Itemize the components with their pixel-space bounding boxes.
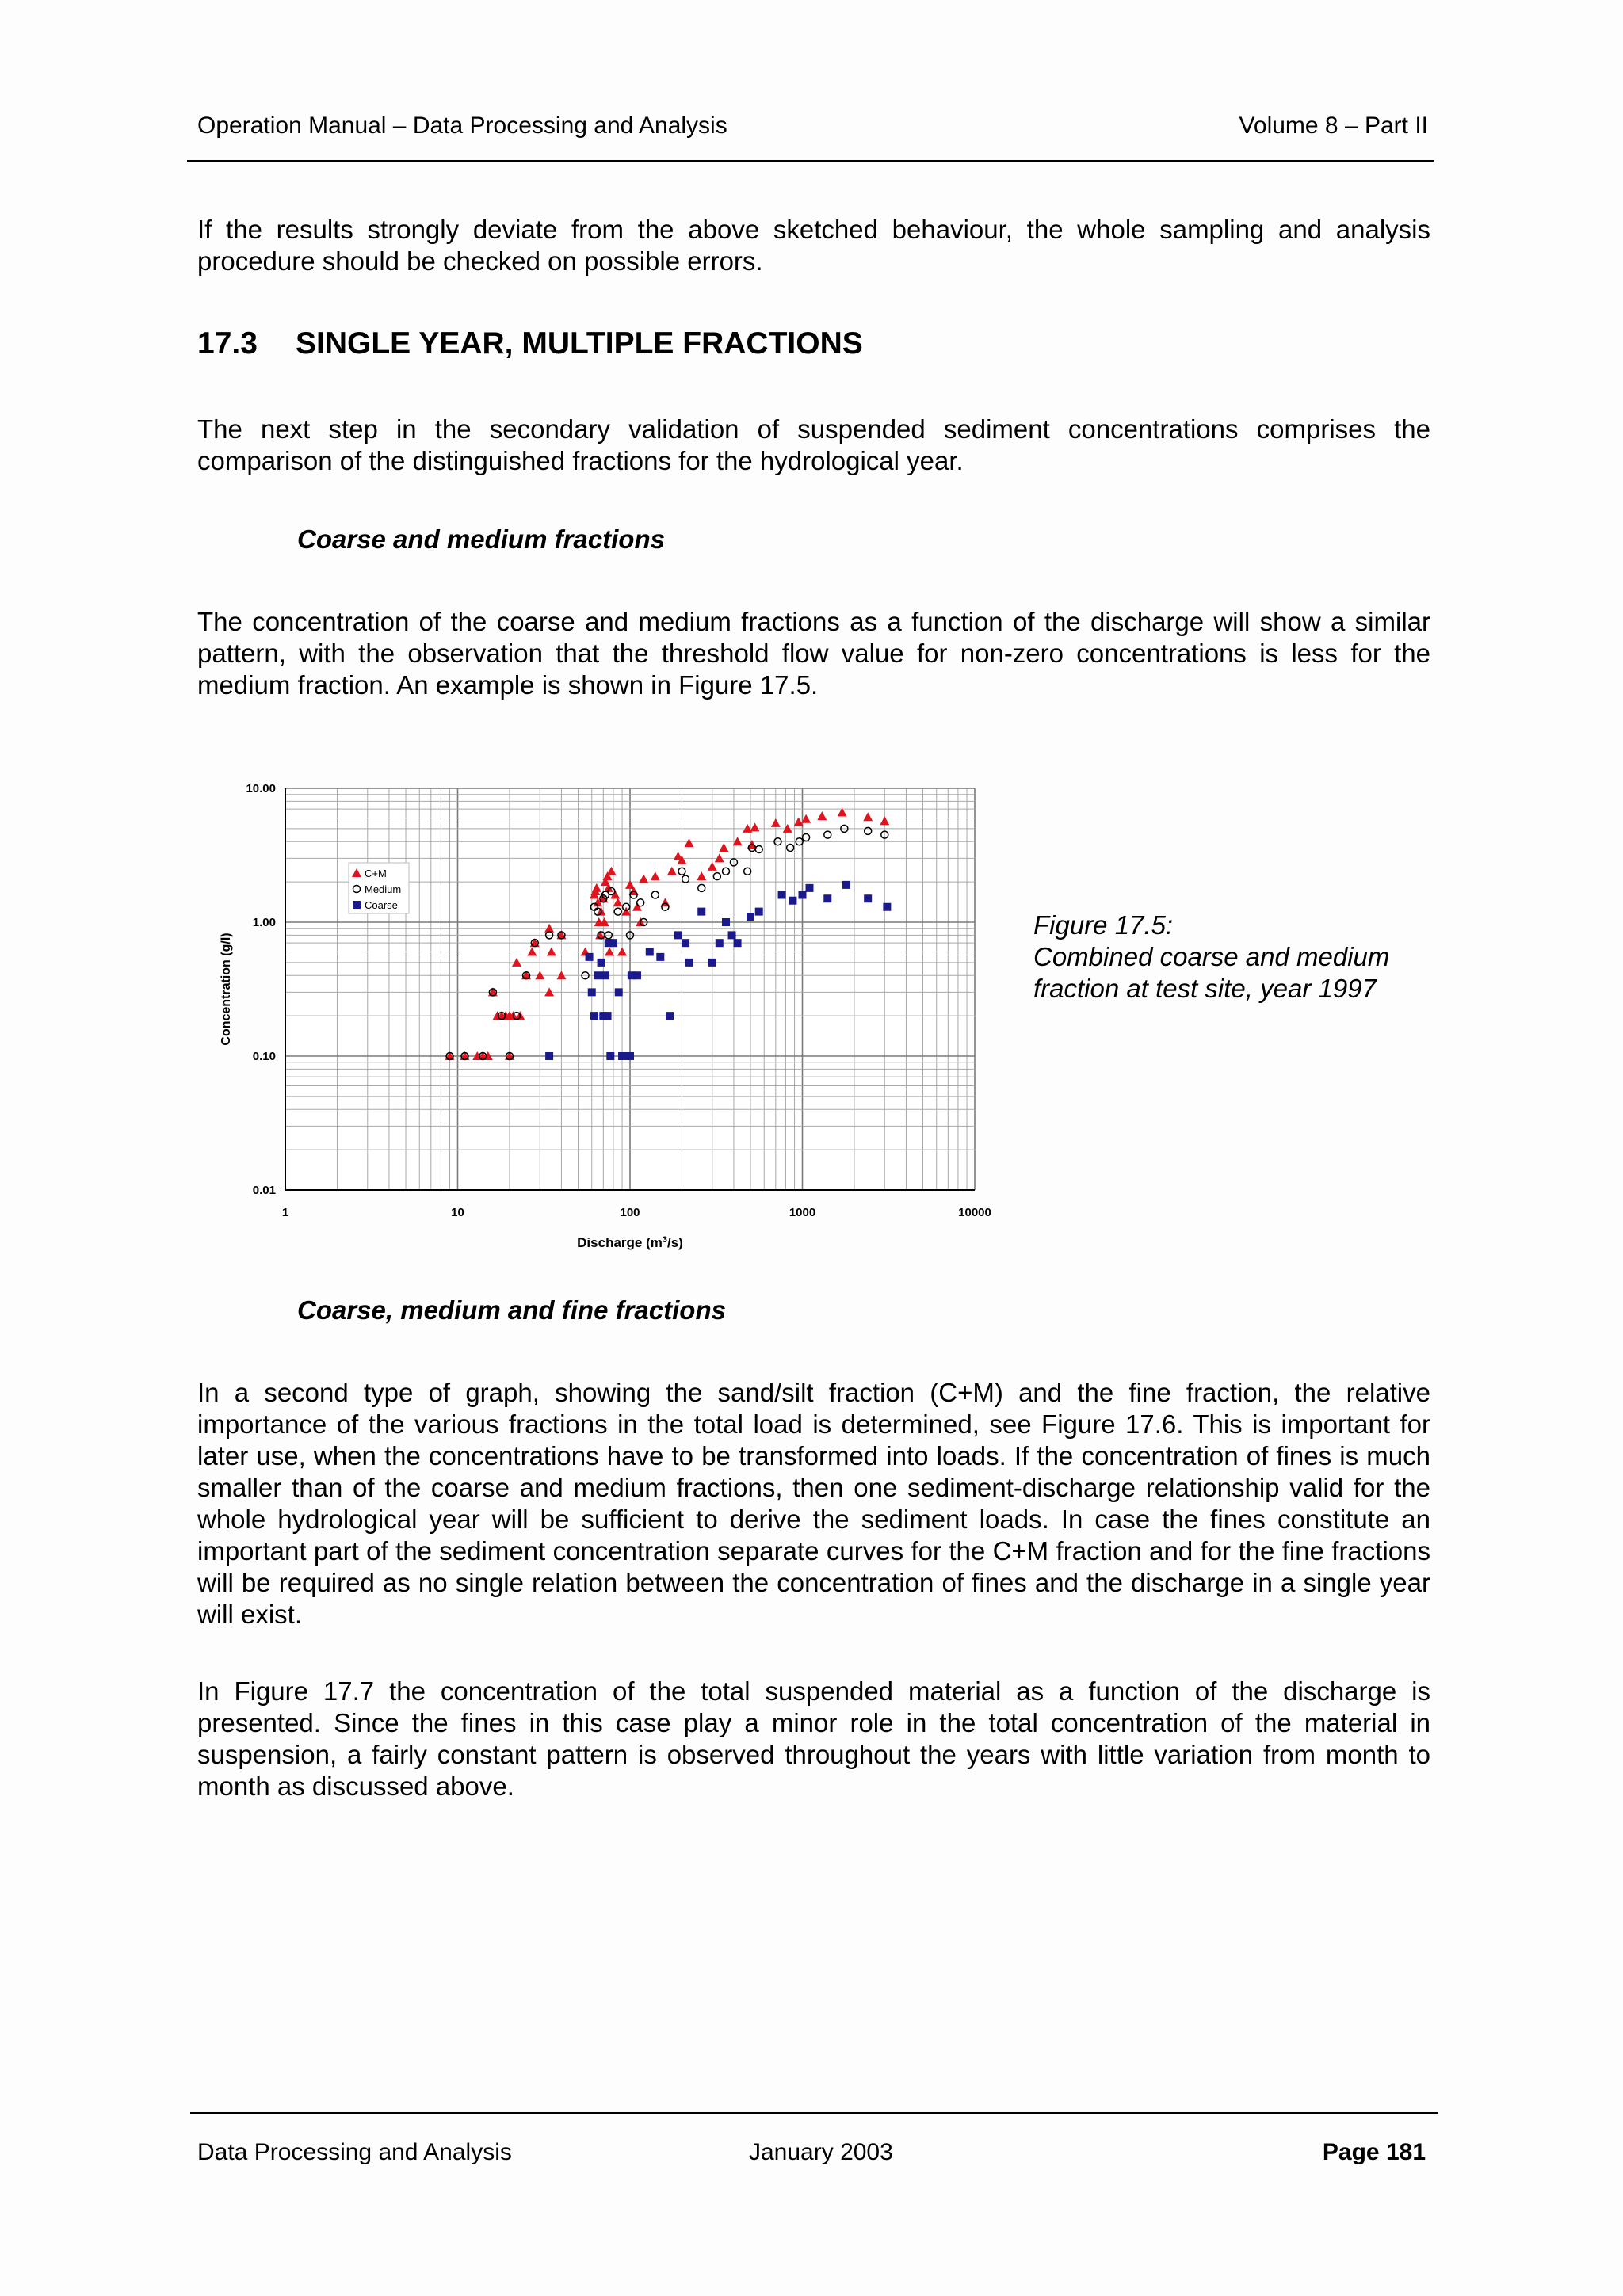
point-coarse (728, 931, 736, 939)
x-tick-label: 10000 (958, 1206, 991, 1219)
point-coarse (626, 1052, 634, 1060)
section-title: SINGLE YEAR, MULTIPLE FRACTIONS (296, 326, 863, 360)
header-left-title: Operation Manual – Data Processing and Analysis (197, 113, 727, 139)
point-coarse (618, 1052, 626, 1060)
y-tick-label: 0.01 (252, 1184, 276, 1197)
point-coarse (598, 959, 605, 967)
footer-page-number: Page 181 (1322, 2139, 1426, 2165)
subheading-coarse-medium: Coarse and medium fractions (297, 524, 665, 554)
point-coarse (747, 913, 754, 921)
point-coarse (842, 881, 850, 889)
paragraph-total-suspended: In Figure 17.7 the concentration of the total suspended material as a function of the discharge is presented. Since the fines in this case play a minor role in the total concentration of the material in suspension, a fairly constant pattern is observed throughout the years with little variation from month to month as discussed above. (197, 1676, 1430, 1801)
point-coarse (588, 988, 596, 996)
point-coarse (646, 948, 654, 955)
legend-label-c-m: C+M (365, 868, 387, 879)
point-coarse (708, 959, 716, 967)
y-tick-label: 10.00 (246, 782, 276, 795)
point-coarse (697, 908, 705, 916)
figure-caption-line2: Combined coarse and medium (1033, 942, 1390, 971)
point-coarse (674, 931, 682, 939)
point-coarse (656, 953, 664, 961)
point-coarse (666, 1012, 674, 1020)
y-tick-label: 0.10 (252, 1050, 276, 1063)
x-tick-label: 100 (620, 1206, 640, 1219)
paragraph-coarse-medium: The concentration of the coarse and medium fractions as a function of the discharge will show a similar pattern, with the observation that the threshold flow value for non-zero concentrations is less for the medium fraction. An example is shown in Figure 17.5. (197, 607, 1430, 700)
point-coarse (590, 1012, 598, 1020)
paragraph-coarse-medium-fine: In a second type of graph, showing the sand/silt fraction (C+M) and the fine fraction, the relative importance of the various fractions in the total load is determined, see Figure 17.6. This is important for later use, when the concentrations have to be transformed into loads. If the concentration of fines is much smaller than of the coarse and medium fractions, then one sediment-discharge relationship valid for the whole hydrological year will be sufficient to derive the sediment loads. In case the fines constitute an important part of the sediment concentration separate curves for the C+M fraction and for the fine fractions will be required as no single relation between the concentration of fines and the discharge in a single year will exist. (197, 1378, 1430, 1629)
x-axis-label-superscript: 3 (662, 1235, 667, 1245)
point-coarse (545, 1052, 553, 1060)
point-coarse (604, 1012, 612, 1020)
section-number: 17.3 (197, 326, 258, 360)
header-rule (187, 160, 1434, 162)
legend-label-coarse: Coarse (365, 899, 398, 911)
legend-marker-coarse (353, 901, 361, 909)
x-axis-label: Discharge $(m^3/s)$ (577, 1235, 683, 1250)
point-coarse (806, 884, 814, 892)
point-coarse (823, 894, 831, 902)
subheading-coarse-medium-fine: Coarse, medium and fine fractions (297, 1295, 726, 1325)
point-coarse (586, 953, 594, 961)
footer-left: Data Processing and Analysis (197, 2139, 512, 2165)
x-tick-label: 1000 (789, 1206, 816, 1219)
point-coarse (609, 939, 617, 947)
footer-date: January 2003 (749, 2139, 893, 2165)
point-coarse (883, 903, 891, 911)
section-paragraph: The next step in the secondary validation of suspended sediment concentrations comprises the comparison of the distinguished fractions for the hydrological year. (197, 414, 1430, 475)
footer-rule (190, 2112, 1438, 2114)
point-coarse (722, 918, 730, 926)
y-axis-label: Concentration (g/l) (220, 933, 233, 1046)
point-coarse (755, 908, 763, 916)
x-tick-label: 10 (451, 1206, 464, 1219)
point-coarse (778, 891, 786, 899)
point-coarse (633, 971, 641, 979)
figure-caption-line3: fraction at test site, year 1997 (1033, 974, 1377, 1003)
x-tick-label: 1 (281, 1206, 289, 1219)
point-coarse (682, 939, 689, 947)
x-axis-label-tail: /s) (666, 1235, 683, 1250)
y-tick-label: 1.00 (252, 916, 276, 929)
point-coarse (601, 971, 609, 979)
figure-caption-label: Figure 17.5: (1033, 910, 1174, 940)
intro-paragraph: If the results strongly deviate from the above sketched behaviour, the whole sampling and analysis procedure should be checked on possible errors. (197, 215, 1430, 276)
point-coarse (734, 939, 742, 947)
point-coarse (716, 939, 724, 947)
point-coarse (864, 894, 872, 902)
point-coarse (615, 988, 623, 996)
point-coarse (799, 891, 807, 899)
point-coarse (685, 959, 693, 967)
figure-caption (1033, 910, 1389, 1005)
legend-label-medium: Medium (365, 883, 402, 895)
figure-17-5-chart (206, 767, 1006, 1258)
section-heading (197, 326, 863, 361)
point-coarse (594, 971, 601, 979)
point-coarse (606, 1052, 614, 1060)
header-right-volume: Volume 8 – Part II (1239, 113, 1428, 139)
point-coarse (789, 897, 796, 905)
